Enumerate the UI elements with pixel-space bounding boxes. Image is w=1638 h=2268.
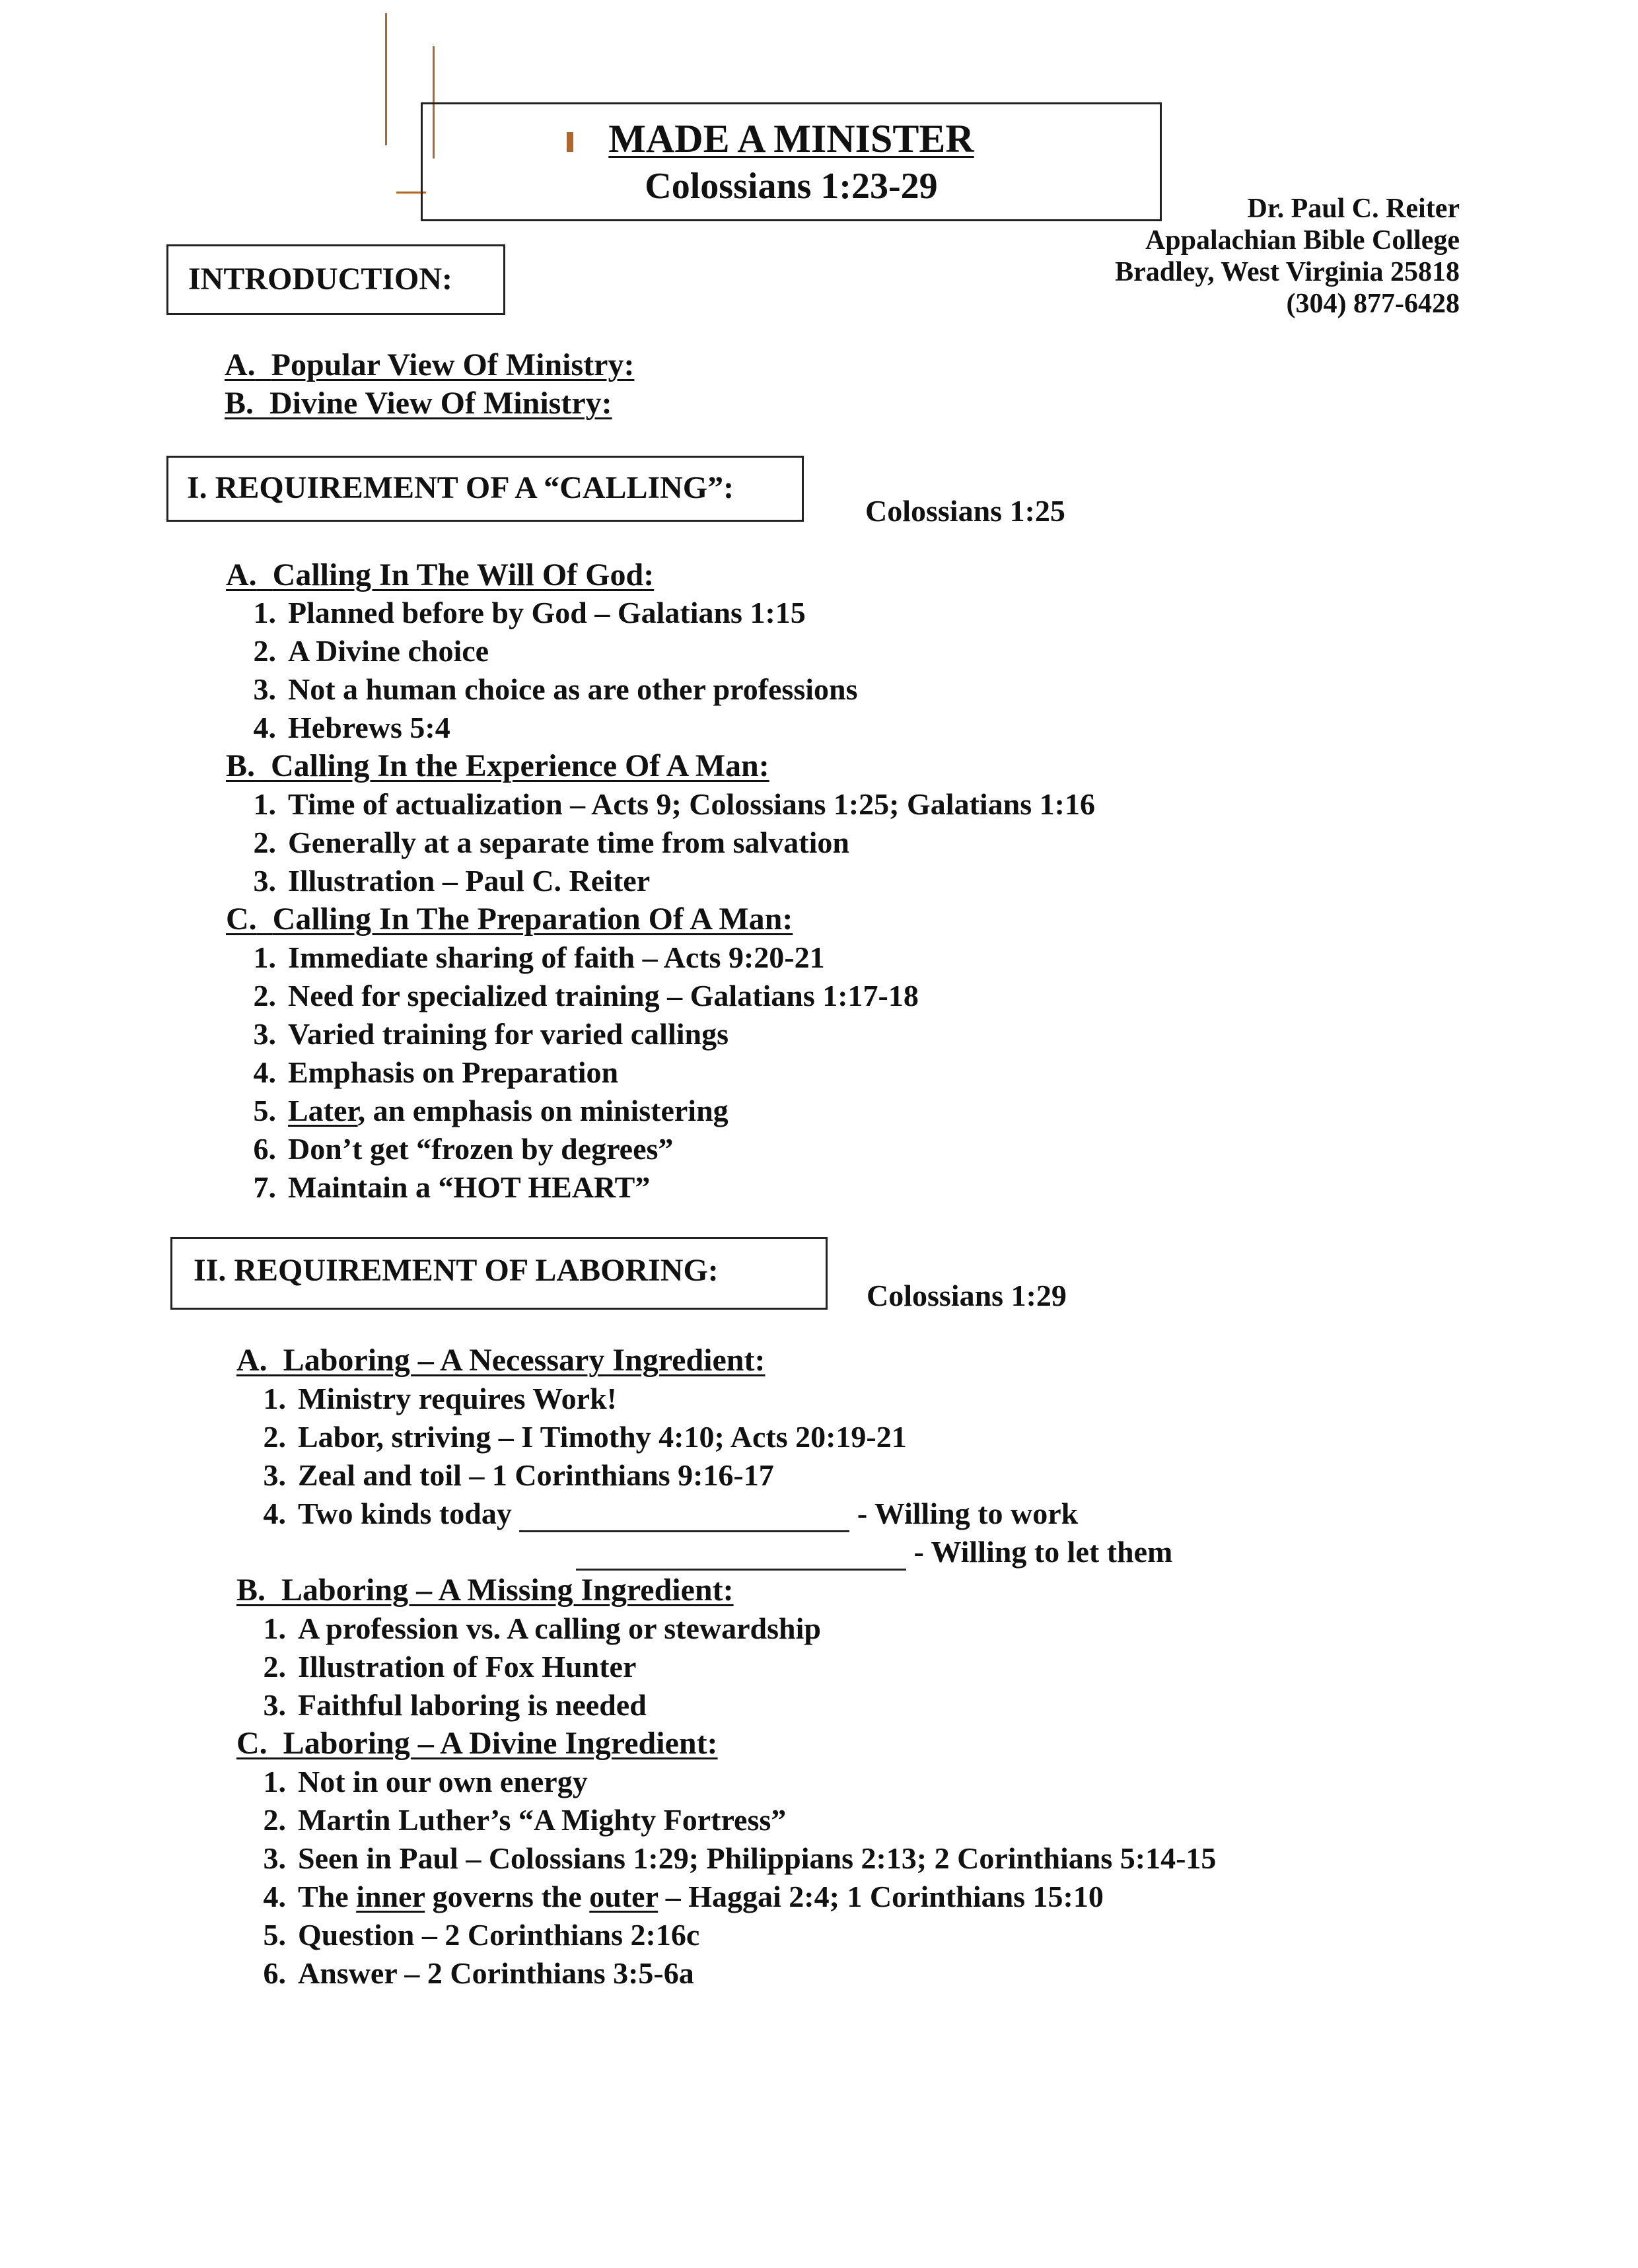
list-item: 4. The inner governs the outer – Haggai 2:4; 1 Corinthians 15:10 [263, 1880, 1104, 1913]
fill-in-blank [576, 1542, 906, 1571]
section2-reference: Colossians 1:29 [867, 1279, 1067, 1312]
intro-item: B. Divine View Of Ministry: [225, 386, 612, 421]
list-item: 1. Planned before by God – Galatians 1:15 [253, 596, 806, 629]
section1-reference: Colossians 1:25 [865, 494, 1065, 528]
list-item: 1. Not in our own energy [263, 1765, 588, 1798]
list-item-continuation: - Willing to let them [576, 1534, 1172, 1571]
list-item: 1. Time of actualization – Acts 9; Colossians 1:25; Galatians 1:16 [253, 787, 1095, 821]
subsection-title: A. Calling In The Will Of God: [226, 557, 655, 592]
list-item: 1. Ministry requires Work! [263, 1382, 617, 1415]
subsection-title: B. Laboring – A Missing Ingredient: [236, 1573, 734, 1608]
intro-item: A. Popular View Of Ministry: [225, 347, 635, 382]
subsection-title: C. Calling In The Preparation Of A Man: [226, 902, 793, 937]
list-item: 6. Don’t get “frozen by degrees” [253, 1132, 674, 1166]
list-item: 4. Two kinds today - Willing to work [234, 1495, 1078, 1532]
fill-in-blank [519, 1504, 849, 1532]
list-item: 5. Later, an emphasis on ministering [253, 1094, 729, 1127]
author-college: Appalachian Bible College [1145, 225, 1460, 256]
list-item: 3. Faithful laboring is needed [263, 1688, 647, 1722]
list-item: 2. Labor, striving – I Timothy 4:10; Acts 20:19-21 [263, 1420, 907, 1454]
list-item: 3. Zeal and toil – 1 Corinthians 9:16-17 [263, 1458, 774, 1492]
list-item: 2. Martin Luther’s “A Mighty Fortress” [263, 1803, 787, 1837]
page-title: MADE A MINISTER [608, 117, 974, 160]
author-address: Bradley, West Virginia 25818 [1115, 257, 1460, 287]
subsection-title: C. Laboring – A Divine Ingredient: [236, 1726, 718, 1761]
list-item: 2. Need for specialized training – Galatians 1:17-18 [253, 979, 919, 1012]
list-item: 4. Hebrews 5:4 [253, 711, 450, 744]
introduction-heading: INTRODUCTION: [188, 262, 453, 297]
list-item: 3. Illustration – Paul C. Reiter [253, 864, 651, 898]
list-item: 4. Emphasis on Preparation [253, 1055, 619, 1089]
section2-heading: II. REQUIREMENT OF LABORING: [194, 1253, 719, 1288]
section1-heading: I. REQUIREMENT OF A “CALLING”: [187, 470, 734, 505]
subsection-title: B. Calling In the Experience Of A Man: [226, 748, 769, 783]
introduction-heading-box [166, 244, 505, 315]
page-subtitle: Colossians 1:23-29 [645, 166, 938, 207]
list-item: 7. Maintain a “HOT HEART” [253, 1170, 651, 1204]
list-item: 2. A Divine choice [253, 634, 489, 668]
list-item: 5. Question – 2 Corinthians 2:16c [263, 1918, 700, 1952]
list-item: 3. Not a human choice as are other professions [253, 672, 858, 706]
list-item: 3. Varied training for varied callings [253, 1017, 729, 1051]
list-item: 2. Generally at a separate time from salvation [253, 826, 849, 859]
pen-mark-line [385, 13, 387, 145]
author-name: Dr. Paul C. Reiter [1247, 194, 1460, 224]
section1-heading-box [166, 456, 804, 522]
title-box [421, 102, 1162, 221]
author-block [1115, 193, 1460, 320]
subsection-title: A. Laboring – A Necessary Ingredient: [236, 1343, 766, 1378]
section2-heading-box [170, 1237, 828, 1310]
author-phone: (304) 877-6428 [1286, 289, 1460, 319]
list-item: 1. Immediate sharing of faith – Acts 9:20-21 [253, 940, 825, 974]
list-item: 6. Answer – 2 Corinthians 3:5-6a [263, 1956, 694, 1990]
list-item: 2. Illustration of Fox Hunter [263, 1650, 637, 1683]
list-item: 1. A profession vs. A calling or stewardship [263, 1612, 821, 1645]
list-item: 3. Seen in Paul – Colossians 1:29; Philippians 2:13; 2 Corinthians 5:14-15 [263, 1841, 1217, 1875]
